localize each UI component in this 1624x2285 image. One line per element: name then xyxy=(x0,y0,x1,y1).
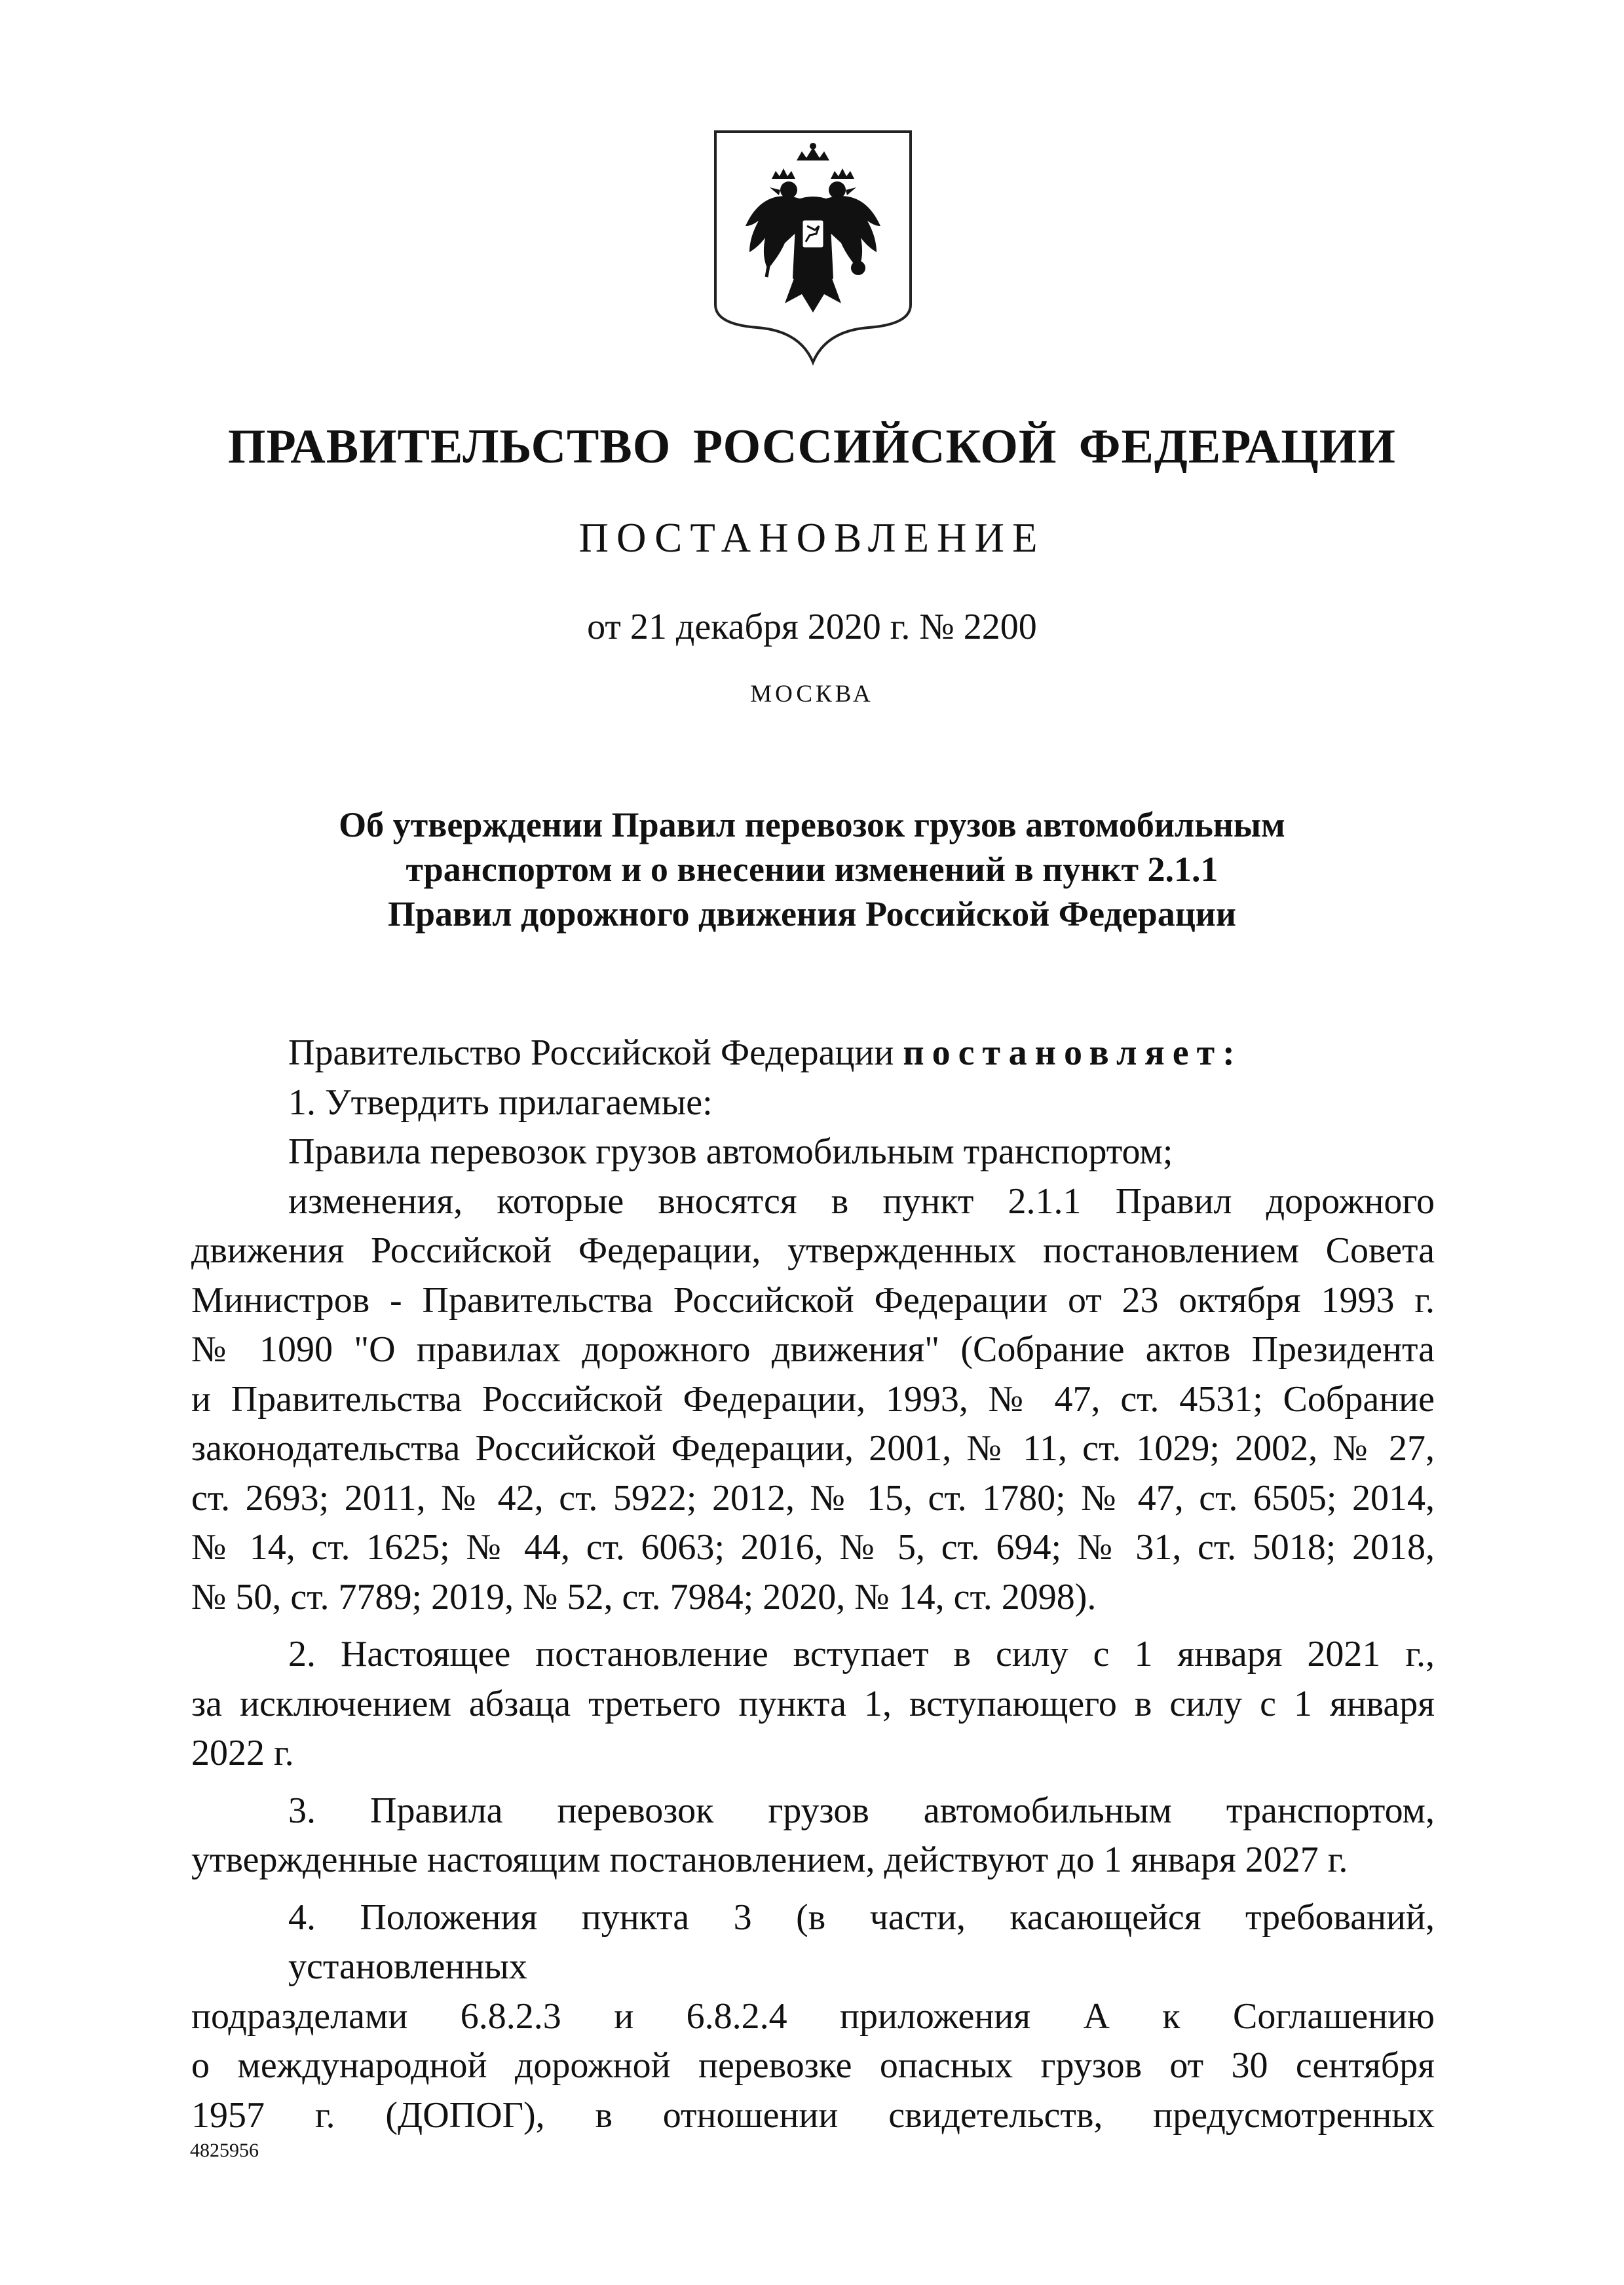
body-line: 2022 г. xyxy=(191,1733,294,1773)
body-line: ст. 2693; 2011, № 42, ст. 5922; 2012, № 15, ст. 1780; № 47, ст. 6505; 2014, xyxy=(191,1477,1435,1519)
body-line: 2. Настоящее постановление вступает в силу с 1 января 2021 г., xyxy=(288,1634,1435,1674)
document-body xyxy=(191,1029,1435,2140)
title-line: Правил дорожного движения Российской Федерации xyxy=(387,894,1237,934)
body-line: Правила перевозок грузов автомобильным транспортом; xyxy=(288,1131,1173,1172)
body-line: Министров - Правительства Российской Федерации от 23 октября 1993 г. xyxy=(191,1279,1435,1321)
intro-text: Правительство Российской Федерации xyxy=(288,1032,894,1073)
body-intro xyxy=(191,1029,1435,1078)
body-line: № 50, ст. 7789; 2019, № 52, ст. 7984; 2020, № 14, ст. 2098). xyxy=(191,1576,1097,1617)
double-headed-eagle-icon xyxy=(711,128,915,367)
body-line: № 14, ст. 1625; № 44, ст. 6063; 2016, № 5, ст. 694; № 31, ст. 5018; 2018, xyxy=(191,1527,1435,1568)
title-line: Об утверждении Правил перевозок грузов автомобильным xyxy=(339,805,1285,844)
body-line: движения Российской Федерации, утвержденных постановлением Совета xyxy=(191,1230,1435,1271)
organization-name: ПРАВИТЕЛЬСТВО РОССИЙСКОЙ ФЕДЕРАЦИИ xyxy=(228,420,1396,474)
body-line: 1957 г. (ДОПОГ), в отношении свидетельств, предусмотренных xyxy=(191,2094,1435,2136)
document-title xyxy=(0,803,1624,936)
body-line: № 1090 "О правилах дорожного движения" (Собрание актов Президента xyxy=(191,1329,1435,1370)
title-line: транспортом и о внесении изменений в пункт 2.1.1 xyxy=(406,850,1218,889)
document-date-number: от 21 декабря 2020 г. № 2200 xyxy=(587,607,1037,647)
document-city: МОСКВА xyxy=(750,681,874,708)
document-type: ПОСТАНОВЛЕНИЕ xyxy=(578,515,1046,561)
body-line: и Правительства Российской Федерации, 1993, № 47, ст. 4531; Собрание xyxy=(191,1378,1435,1420)
document-code: 4825956 xyxy=(190,2140,259,2161)
body-line: 1. Утвердить прилагаемые: xyxy=(288,1082,713,1123)
body-line: подразделами 6.8.2.3 и 6.8.2.4 приложения А к Соглашению xyxy=(191,1995,1435,2037)
body-line: за исключением абзаца третьего пункта 1, вступающего в силу с 1 января xyxy=(191,1683,1435,1724)
body-line: утвержденные настоящим постановлением, действуют до 1 января 2027 г. xyxy=(191,1840,1348,1880)
intro-verb: постановляет: xyxy=(903,1032,1243,1073)
body-line: 3. Правила перевозок грузов автомобильным транспортом, xyxy=(288,1790,1435,1831)
body-line: законодательства Российской Федерации, 2001, № 11, ст. 1029; 2002, № 27, xyxy=(191,1428,1435,1469)
body-line: о международной дорожной перевозке опасных грузов от 30 сентября xyxy=(191,2045,1435,2086)
coat-of-arms-emblem xyxy=(711,128,915,367)
body-line: изменения, которые вносятся в пункт 2.1.1 Правил дорожного xyxy=(288,1180,1435,1222)
body-line: 4. Положения пункта 3 (в части, касающейся требований, установленных xyxy=(288,1897,1435,1987)
